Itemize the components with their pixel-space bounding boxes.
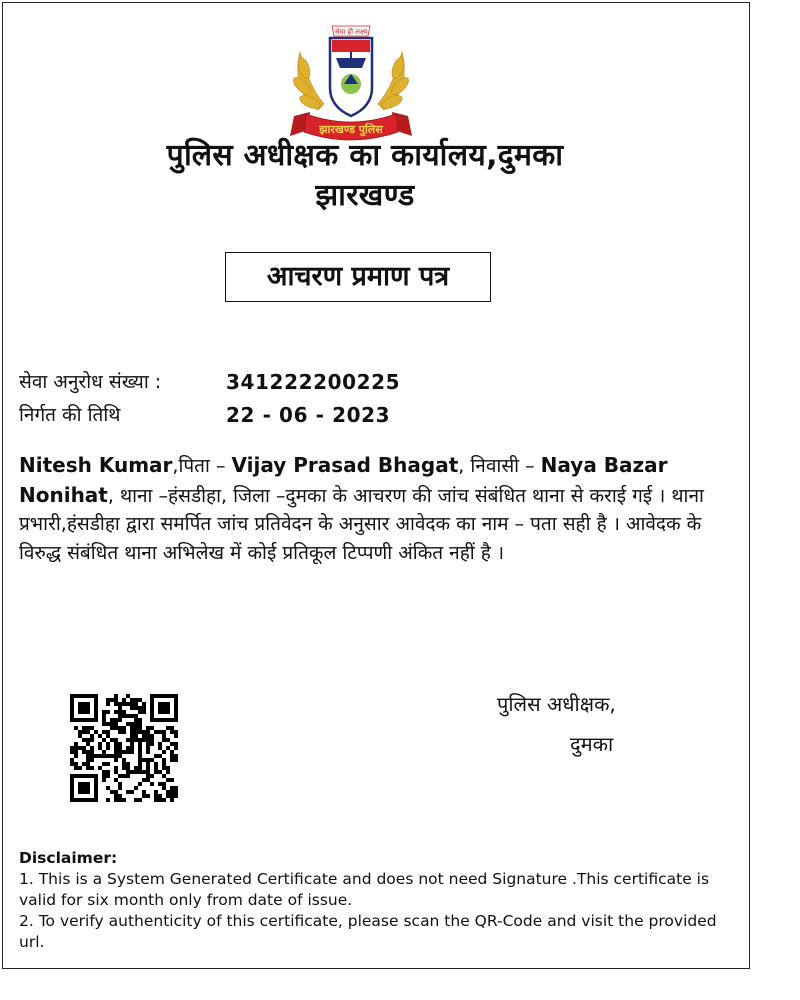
father-label: ,पिता – <box>172 455 232 477</box>
jharkhand-police-emblem-icon <box>280 18 422 142</box>
request-number-value: 341222200225 <box>226 370 401 394</box>
certificate-title: आचरण प्रमाण पत्र <box>225 252 491 302</box>
signatory-designation: पुलिस अधीक्षक, <box>497 692 616 716</box>
emblem-banner-text: झारखण्ड पुलिस <box>319 123 383 136</box>
issue-date-row <box>19 403 391 427</box>
request-number-row <box>19 370 401 394</box>
disclaimer-point-2: 2. To verify authenticity of this certificate, please scan the QR-Code and visit the provided url. <box>19 912 717 951</box>
office-line-2: झारखण्ड <box>315 178 415 213</box>
disclaimer <box>19 848 719 953</box>
office-line-1: पुलिस अधीक्षक का कार्यालय,दुमका <box>166 138 564 173</box>
body-statement: , थाना –हंसडीहा, जिला –दुमका के आचरण की जांच संबंधित थाना से कराई गई । थाना प्रभारी,हंसडीहा द्वारा समर्पित जांच प्रतिवेदन के अनुसार आवेदक का नाम – पता सही है । आवेदक के विरुद्ध संबंधित थाना अभिलेख में कोई प्रतिकूल टिप्पणी अंकित नहीं है । <box>19 484 704 564</box>
applicant-address: Naya Bazar Nonihat <box>19 453 668 507</box>
applicant-name: Nitesh Kumar <box>19 453 173 477</box>
issue-date-label: निर्गत की तिथि <box>19 404 121 426</box>
emblem-motto: सेवा ही लक्ष्य <box>334 28 368 36</box>
issue-date-value: 22 - 06 - 2023 <box>226 403 391 427</box>
request-number-label: सेवा अनुरोध संख्या : <box>19 371 162 393</box>
qr-code-icon[interactable] <box>70 694 178 802</box>
disclaimer-point-1: 1. This is a System Generated Certificate and does not need Signature .This certificate is valid for six month only from date of issue. <box>19 870 710 909</box>
disclaimer-heading: Disclaimer: <box>19 849 118 867</box>
father-name: Vijay Prasad Bhagat <box>231 453 459 477</box>
office-heading <box>60 136 670 216</box>
certificate-body <box>19 451 734 567</box>
signatory-place: दुमका <box>570 732 614 756</box>
resident-label: , निवासी – <box>458 455 541 477</box>
